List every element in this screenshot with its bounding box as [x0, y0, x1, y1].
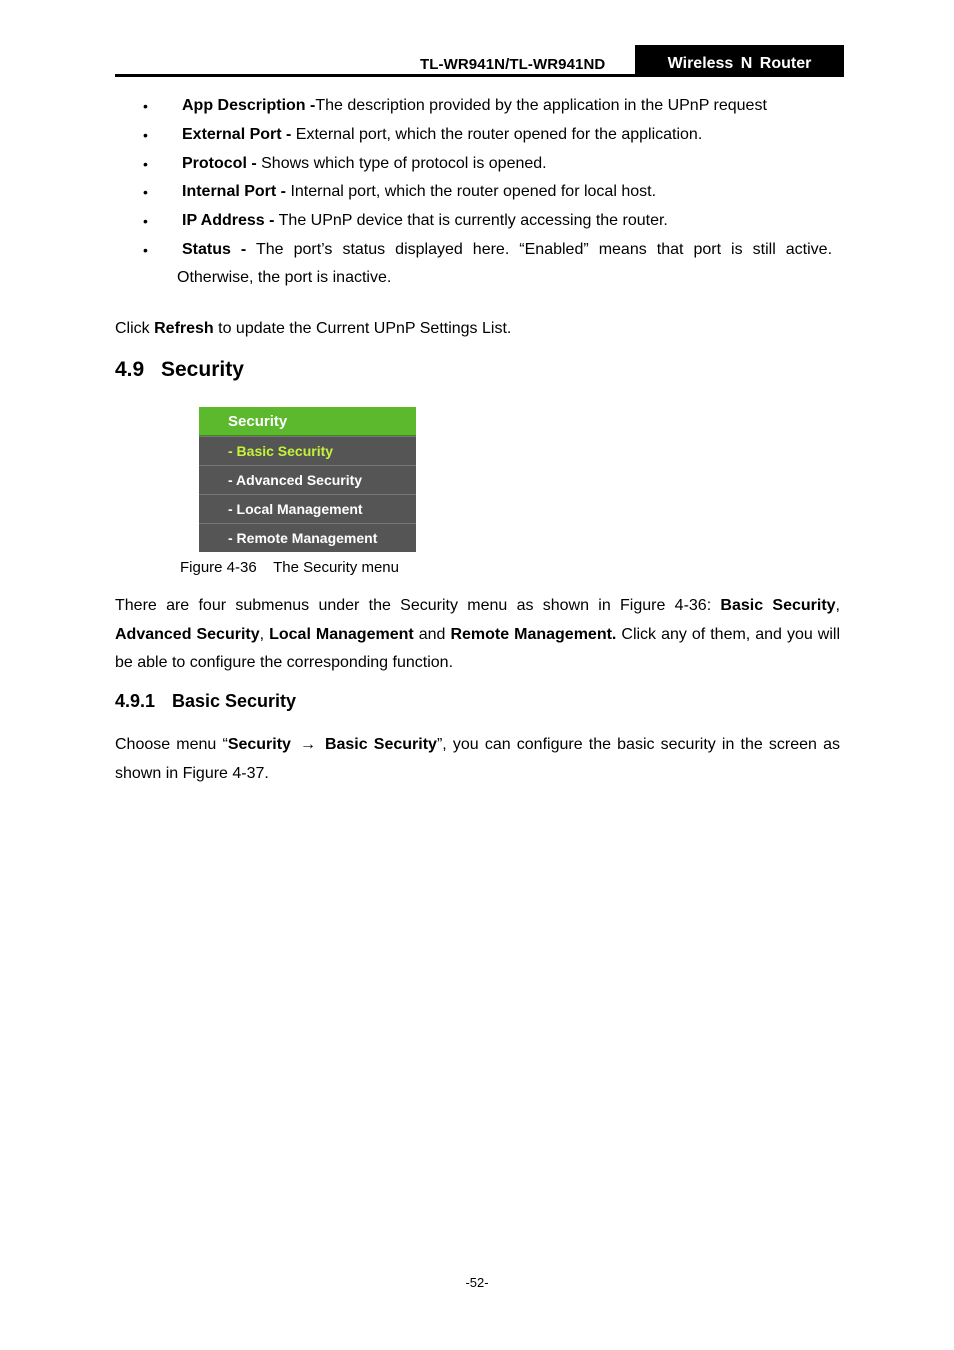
menu-item-local-management[interactable]: - Local Management	[199, 494, 416, 523]
bullet-desc: The description provided by the application in the UPnP request	[315, 97, 767, 114]
text-run: ,	[835, 597, 840, 614]
bullet-desc: The UPnP device that is currently accessing the router.	[274, 212, 668, 229]
bold-term: Remote Management.	[450, 625, 617, 643]
bold-term: Basic Security	[720, 597, 836, 614]
text-run: ”, you can configure the basic security in the screen as shown in Figure 4-37.	[115, 736, 841, 782]
bullet-continuation: Otherwise, the port is inactive.	[177, 269, 392, 286]
menu-item-basic-security[interactable]: - Basic Security	[199, 436, 416, 465]
subsection-title: Basic Security	[172, 691, 297, 711]
bullet-dot: •	[143, 242, 148, 258]
menu-item-remote-management[interactable]: - Remote Management	[199, 523, 416, 552]
bold-term: Local Management	[269, 625, 414, 643]
subsection-number: 4.9.1	[115, 691, 156, 711]
refresh-paragraph	[115, 315, 840, 344]
bullet-desc: Internal port, which the router opened for local host.	[286, 183, 657, 200]
bullet-desc: Shows which type of protocol is opened.	[256, 155, 547, 172]
bullet-dot: •	[143, 213, 148, 229]
arrow-icon: →	[299, 736, 316, 753]
text-run: There are four submenus under the Security menu as shown in Figure 4-36:	[115, 597, 721, 614]
header-model: TL-WR941N/TL-WR941ND	[420, 56, 606, 73]
bullet-dot: •	[143, 127, 148, 143]
bullet-term: Status -	[182, 241, 247, 258]
section-title: Security	[161, 358, 244, 381]
bullet-term: IP Address -	[182, 212, 275, 229]
bullet-term: Protocol -	[182, 155, 257, 172]
bold-term: Security	[227, 736, 291, 753]
bold-term: Basic Security	[324, 736, 437, 753]
header-rule	[115, 74, 844, 77]
text-run: ,	[259, 625, 270, 643]
text-run: Click any of them, and you will be able to configure the corresponding function.	[115, 625, 841, 671]
bullet-desc: The port’s status displayed here. “Enabled” means that port is still active.	[246, 241, 833, 258]
bullet-dot: •	[143, 184, 148, 200]
refresh-term: Refresh	[154, 320, 214, 337]
bullet-dot: •	[143, 98, 148, 114]
menu-item-advanced-security[interactable]: - Advanced Security	[199, 465, 416, 494]
section-number: 4.9	[115, 358, 145, 381]
page-number: -52-	[465, 1275, 489, 1290]
bullet-term: External Port -	[182, 126, 292, 143]
security-menu	[199, 407, 416, 552]
bullet-term: Internal Port -	[182, 183, 287, 200]
bold-term: Advanced Security	[115, 625, 260, 643]
text-run: Click	[115, 320, 155, 337]
text-run: Choose menu “	[115, 736, 228, 753]
menu-header-security[interactable]: Security	[199, 407, 416, 436]
bullet-desc: External port, which the router opened for the application.	[291, 126, 703, 143]
header-product-badge: Wireless N Router	[635, 45, 844, 77]
text-run: and	[413, 625, 451, 643]
bullet-dot: •	[143, 156, 148, 172]
bullet-term: App Description -	[182, 97, 316, 114]
subsection-heading	[115, 691, 296, 712]
section-heading	[115, 358, 244, 382]
choose-menu-paragraph	[115, 731, 840, 788]
intro-paragraph	[115, 592, 840, 678]
figure-caption: Figure 4-36 The Security menu	[180, 559, 399, 576]
text-run: to update the Current UPnP Settings List.	[213, 320, 512, 337]
